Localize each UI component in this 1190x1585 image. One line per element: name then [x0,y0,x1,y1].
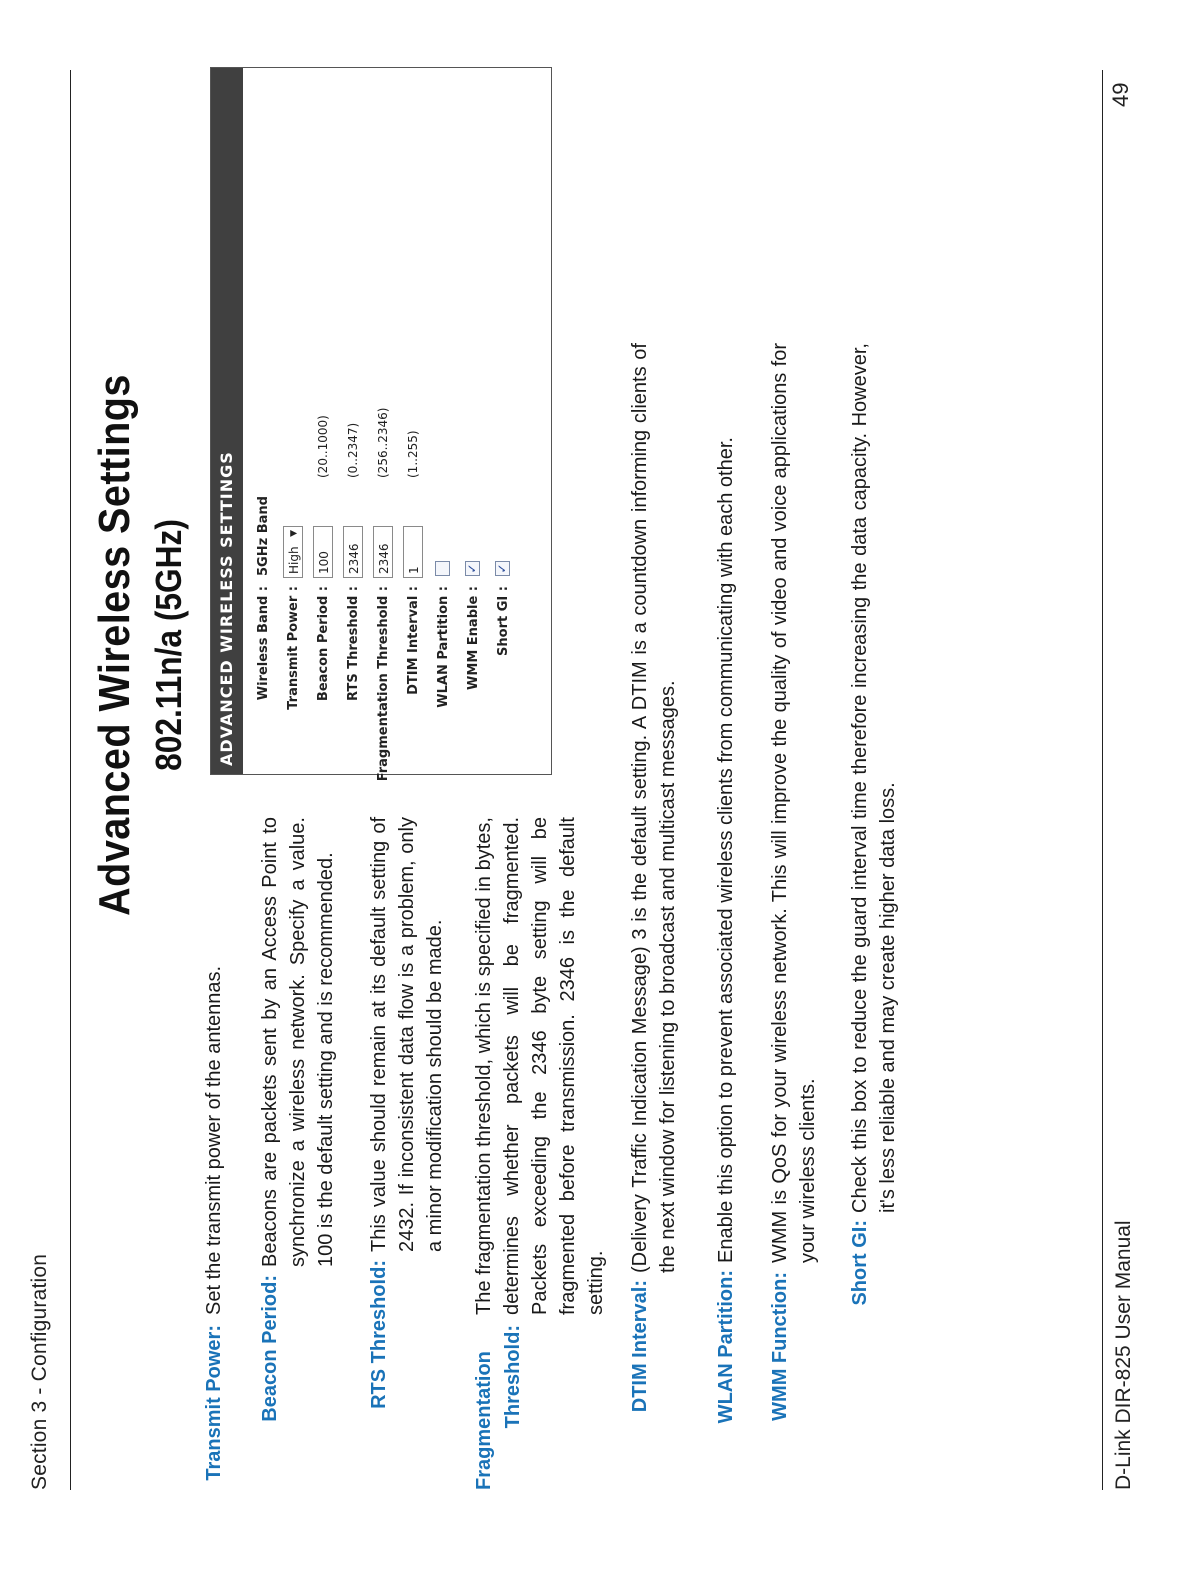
fragmentation-threshold-range: (256..2346) [376,407,390,478]
row-dtim-interval [401,74,429,774]
page-title: Advanced Wireless Settings [90,374,139,916]
term-short-gi: Short GI: [849,1220,871,1306]
wlan-partition-checkbox[interactable] [435,561,450,576]
term-beacon-period: Beacon Period: [259,1275,281,1422]
term-dtim-interval: DTIM Interval: [629,1280,651,1413]
row-wmm-enable [461,74,489,774]
desc-fragmentation-threshold: The fragmentation threshold, which is specified in bytes, determines whether packets will be fragmented. Packets exceeding the 2346 byte setting will be fragmented before transmission. 2346 is the default setting. [473,817,607,1315]
label-dtim-interval: DTIM Interval : [406,586,421,695]
footer-rule [1102,70,1103,1490]
term-wlan-partition: WLAN Partition: [715,1270,737,1424]
label-wireless-band: Wireless Band : [256,586,271,701]
label-wmm-enable: WMM Enable : [466,586,481,690]
short-gi-checkbox[interactable]: ✓ [495,561,510,576]
panel-heading: ADVANCED WIRELESS SETTINGS [211,68,243,774]
page-number: 49 [1108,82,1133,107]
beacon-period-input[interactable]: 100 [313,526,333,578]
term-fragmentation-line1: Fragmentation [473,1351,495,1490]
chevron-down-icon: ▼ [289,530,299,537]
row-fragmentation-threshold [371,74,399,782]
value-wireless-band: 5GHz Band [256,496,271,576]
term-transmit-power: Transmit Power: [203,1325,225,1481]
desc-beacon-period: Beacons are packets sent by an Access Point to synchronize a wireless network. Specify a value. 100 is the default setting and is recommended. [259,817,337,1267]
wmm-enable-checkbox[interactable]: ✓ [465,561,480,576]
desc-dtim-interval: (Delivery Traffic Indication Message) 3 is the default setting. A DTIM is a countdown informing clients of the next window for listening to broadcast and multicast messages. [629,343,679,1273]
row-transmit-power [281,74,309,774]
desc-short-gi: Check this box to reduce the guard interval time therefore increasing the data capacity. However, it's less reliable and may create higher data loss. [849,343,899,1213]
rts-threshold-input[interactable]: 2346 [343,526,363,578]
desc-wlan-partition: Enable this option to prevent associated wireless clients from communicating with each other. [715,437,737,1263]
label-transmit-power: Transmit Power : [286,586,301,710]
transmit-power-selected: High [287,546,301,574]
fragmentation-threshold-input[interactable]: 2346 [373,526,393,578]
dtim-interval-range: (1..255) [406,430,420,478]
term-fragmentation-line2: Threshold: [502,1325,524,1429]
label-beacon-period: Beacon Period : [316,586,331,702]
row-rts-threshold [341,74,369,774]
term-fragmentation-threshold [470,1325,528,1490]
term-wmm-function: WMM Function: [769,1272,791,1421]
header-rule [70,70,71,1490]
row-short-gi [491,74,519,774]
row-beacon-period [311,74,339,774]
footer-manual-title: D-Link DIR-825 User Manual [1112,1220,1135,1490]
desc-rts-threshold: This value should remain at its default setting of 2432. If inconsistent data flow is a problem, only a minor modification should be made. [368,817,446,1252]
beacon-period-range: (20..1000) [316,415,330,478]
row-wlan-partition [431,74,459,774]
advanced-wireless-settings-panel [210,67,552,782]
row-wireless-band [251,74,279,774]
label-fragmentation-threshold: Fragmentation Threshold : [376,586,391,782]
term-rts-threshold: RTS Threshold: [368,1260,390,1409]
desc-wmm-function: WMM is QoS for your wireless network. This will improve the quality of video and voice applications for your wireless clients. [769,343,819,1263]
rts-threshold-range: (0..2347) [346,422,360,478]
section-header: Section 3 - Configuration [28,1253,51,1490]
dtim-interval-input[interactable]: 1 [403,526,423,578]
desc-transmit-power: Set the transmit power of the antennas. [203,965,225,1315]
page-subtitle: 802.11n/a (5GHz) [148,519,189,771]
transmit-power-select[interactable] [283,526,303,578]
label-rts-threshold: RTS Threshold : [346,586,361,701]
label-wlan-partition: WLAN Partition : [436,586,451,708]
label-short-gi: Short GI : [496,586,511,656]
